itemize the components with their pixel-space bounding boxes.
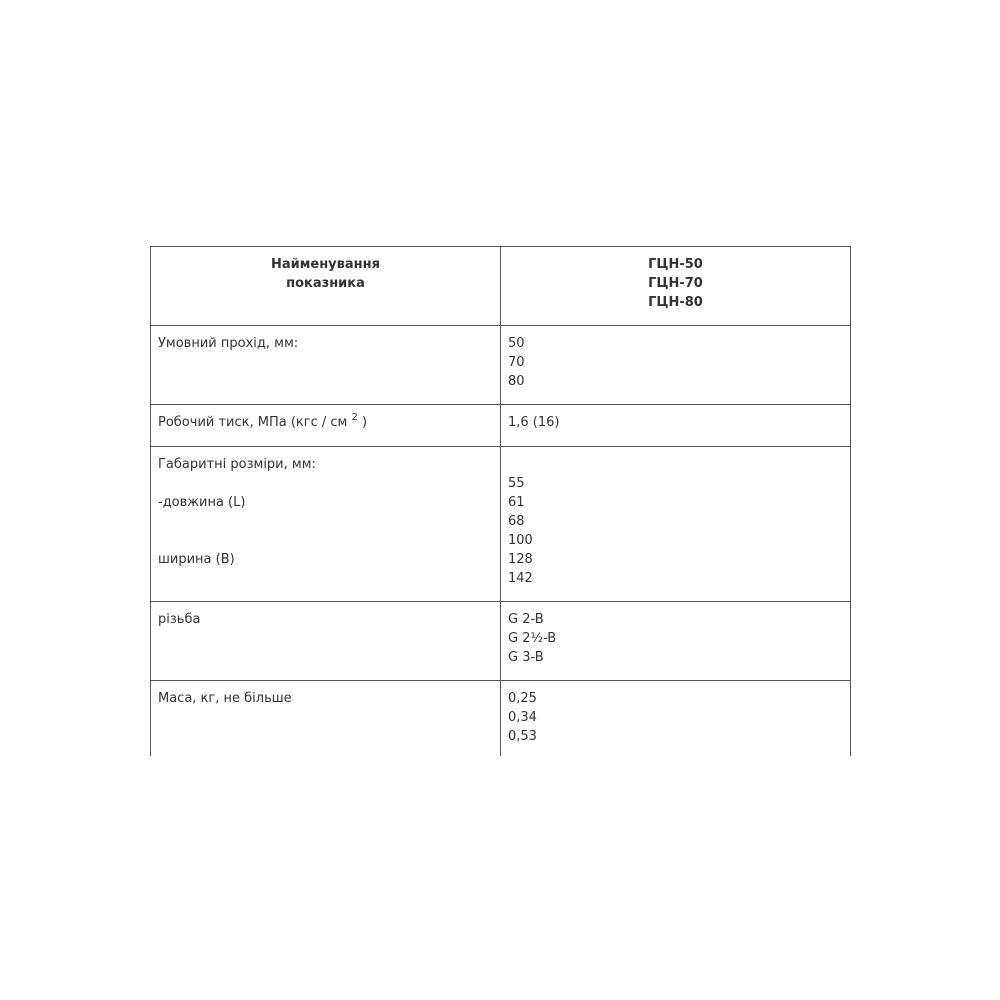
- header-parameter-name: Найменування показника: [151, 247, 501, 326]
- table-row: [151, 405, 851, 447]
- table-row: [151, 602, 851, 681]
- row-values-nominal-bore: 50 70 80: [501, 326, 851, 405]
- pressure-label-suffix: ): [357, 415, 368, 430]
- row-label-thread: різьба: [151, 602, 501, 681]
- row-label-nominal-bore: Умовний прохід, мм:: [151, 326, 501, 405]
- header-model-names: ГЦН-50 ГЦН-70 ГЦН-80: [501, 247, 851, 326]
- pressure-unit-superscript: 2: [351, 411, 358, 423]
- table-row: [151, 326, 851, 405]
- table-row: [151, 447, 851, 602]
- row-label-working-pressure: [151, 405, 501, 447]
- table-header-row: [151, 247, 851, 326]
- specification-table: [150, 246, 851, 756]
- row-values-working-pressure: 1,6 (16): [501, 405, 851, 447]
- pressure-label-text: Робочий тиск, МПа (кгс / см: [158, 415, 352, 430]
- row-values-mass: 0,25 0,34 0,53: [501, 681, 851, 756]
- table-row: [151, 681, 851, 756]
- row-values-overall-dimensions: 55 61 68 100 128 142: [501, 447, 851, 602]
- row-values-thread: G 2-B G 2½-B G 3-B: [501, 602, 851, 681]
- row-label-mass: Маса, кг, не більше: [151, 681, 501, 756]
- row-label-overall-dimensions: Габаритні розміри, мм: -довжина (L) ширина (B): [151, 447, 501, 602]
